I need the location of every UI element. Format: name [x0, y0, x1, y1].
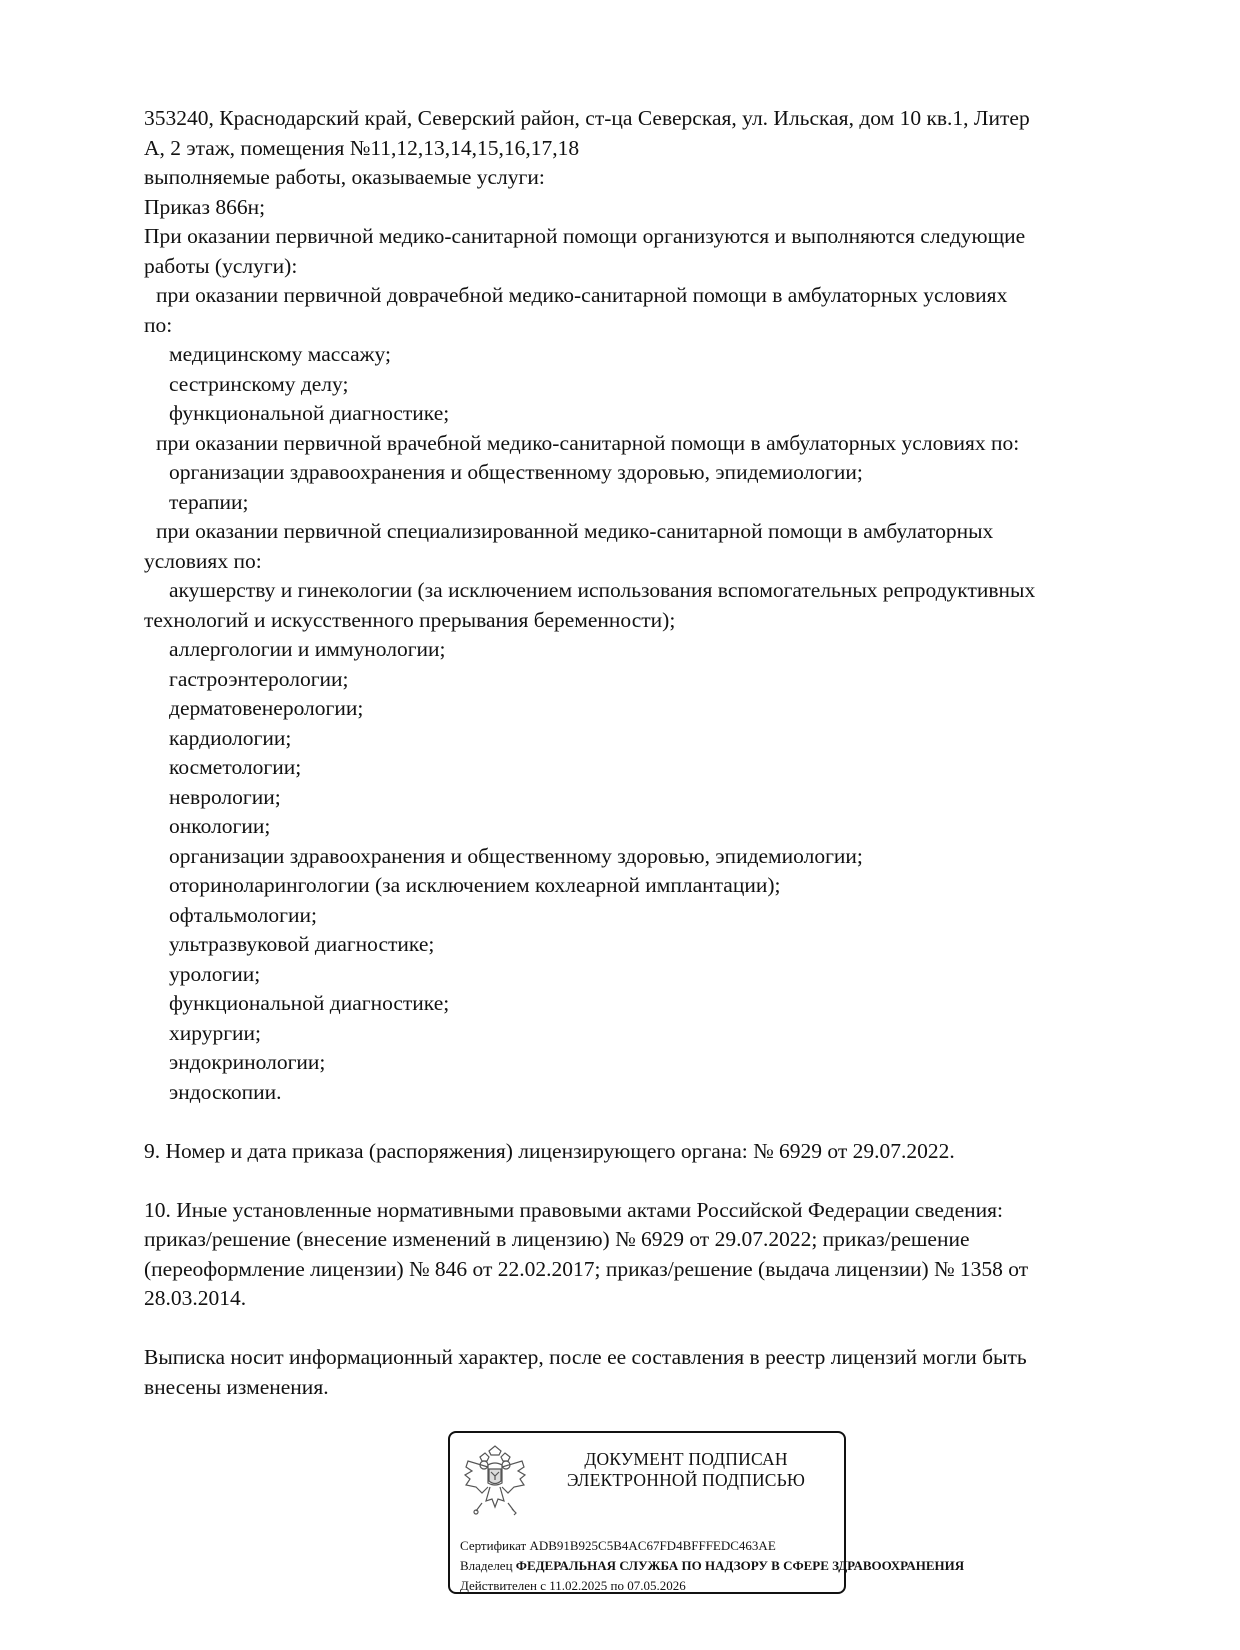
item-10-line-1: 10. Иные установленные нормативными правовыми актами Российской Федерации сведения: — [144, 1197, 1003, 1222]
item-9: 9. Номер и дата приказа (распоряжения) лицензирующего органа: № 6929 от 29.07.2022. — [144, 1138, 955, 1163]
list-item: организации здравоохранения и общественному здоровью, эпидемиологии; — [169, 843, 863, 868]
list-item: косметологии; — [169, 755, 302, 779]
list-item: дерматовенерологии; — [169, 696, 364, 720]
list-item: кардиологии; — [169, 725, 292, 750]
list-item: гастроэнтерологии; — [169, 666, 349, 691]
list-item: функциональной диагностике; — [169, 991, 450, 1015]
item-10-line-4: 28.03.2014. — [144, 1286, 247, 1310]
section1-heading-line-1: при оказании первичной доврачебной медико-санитарной помощи в амбулаторных условиях — [156, 283, 1008, 307]
stamp-title-line-2: ЭЛЕКТРОННОЙ ПОДПИСЬЮ — [566, 1470, 806, 1490]
list-item: онкологии; — [169, 814, 271, 838]
item-10-line-2: приказ/решение (внесение изменений в лицензию) № 6929 от 29.07.2022; приказ/решение — [144, 1227, 970, 1251]
certificate-label: Сертификат — [460, 1538, 527, 1553]
validity-row: Действителен с 11.02.2025 по 07.05.2026 — [460, 1578, 686, 1593]
section3-heading-line-1: при оказании первичной специализированной медико-санитарной помощи в амбулаторных — [156, 519, 994, 543]
stamp-title — [536, 1449, 836, 1491]
section3-heading-line-2: условиях по: — [144, 548, 262, 573]
works-heading: выполняемые работы, оказываемые услуги: — [144, 165, 545, 189]
section2-heading: при оказании первичной врачебной медико-санитарной помощи в амбулаторных условиях по: — [156, 430, 1020, 455]
owner-row — [460, 1556, 965, 1576]
intro-line-1: При оказании первичной медико-санитарной помощи организуются и выполняются следующие — [144, 224, 1026, 248]
list-item: сестринскому делу; — [169, 371, 349, 396]
list-item: неврологии; — [169, 784, 281, 809]
section1-list — [144, 340, 1144, 429]
owner-value: ФЕДЕРАЛЬНАЯ СЛУЖБА ПО НАДЗОРУ В СФЕРЕ ЗДРАВООХРАНЕНИЯ — [515, 1558, 965, 1573]
order-reference: Приказ 866н; — [144, 194, 266, 219]
section2-list — [144, 458, 1144, 517]
notice-line-2: внесены изменения. — [144, 1374, 329, 1399]
list-item: ультразвуковой диагностике; — [169, 932, 435, 956]
list-item: функциональной диагностике; — [169, 401, 450, 425]
section3-first-item-line-1: акушерству и гинекологии (за исключением использования вспомогательных репродуктивных — [169, 578, 1036, 602]
item-10-line-3: (переоформление лицензии) № 846 от 22.02.2017; приказ/решение (выдача лицензии) № 1358 от — [144, 1256, 1029, 1281]
section3-first-item-line-2: технологий и искусственного прерывания беременности); — [144, 607, 676, 632]
spacer — [144, 1166, 1144, 1196]
electronic-signature-stamp — [448, 1431, 965, 1594]
russian-coat-of-arms-icon — [462, 1443, 528, 1519]
document-body — [144, 104, 1144, 1402]
spacer — [144, 1314, 1144, 1344]
list-item: оториноларингологии (за исключением кохлеарной имплантации); — [169, 873, 781, 897]
stamp-title-line-1: ДОКУМЕНТ ПОДПИСАН — [584, 1449, 788, 1469]
address-line-1: 353240, Краснодарский край, Северский район, ст-ца Северская, ул. Ильская, дом 10 кв.1, Литер — [144, 106, 1030, 130]
address-line-2: А, 2 этаж, помещения №11,12,13,14,15,16,17,18 — [144, 135, 580, 160]
list-item: аллергологии и иммунологии; — [169, 637, 446, 661]
section1-heading-line-2: по: — [144, 312, 173, 337]
list-item: терапии; — [169, 489, 249, 514]
section3-list — [144, 635, 1144, 1107]
notice-line-1: Выписка носит информационный характер, после ее составления в реестр лицензий могли быть — [144, 1345, 1027, 1369]
list-item: урологии; — [169, 961, 261, 986]
list-item: офтальмологии; — [169, 902, 317, 927]
spacer — [144, 1107, 1144, 1137]
certificate-value: ADB91B925C5B4AC67FD4BFFFEDC463AE — [529, 1538, 776, 1553]
list-item: медицинскому массажу; — [169, 342, 391, 366]
certificate-row — [460, 1536, 880, 1556]
list-item: хирургии; — [169, 1020, 262, 1045]
list-item: эндокринологии; — [169, 1050, 326, 1074]
owner-label: Владелец — [460, 1558, 513, 1573]
stamp-details — [460, 1536, 965, 1596]
intro-line-2: работы (услуги): — [144, 253, 298, 278]
list-item: организации здравоохранения и общественному здоровью, эпидемиологии; — [169, 460, 863, 484]
list-item: эндоскопии. — [169, 1079, 282, 1104]
